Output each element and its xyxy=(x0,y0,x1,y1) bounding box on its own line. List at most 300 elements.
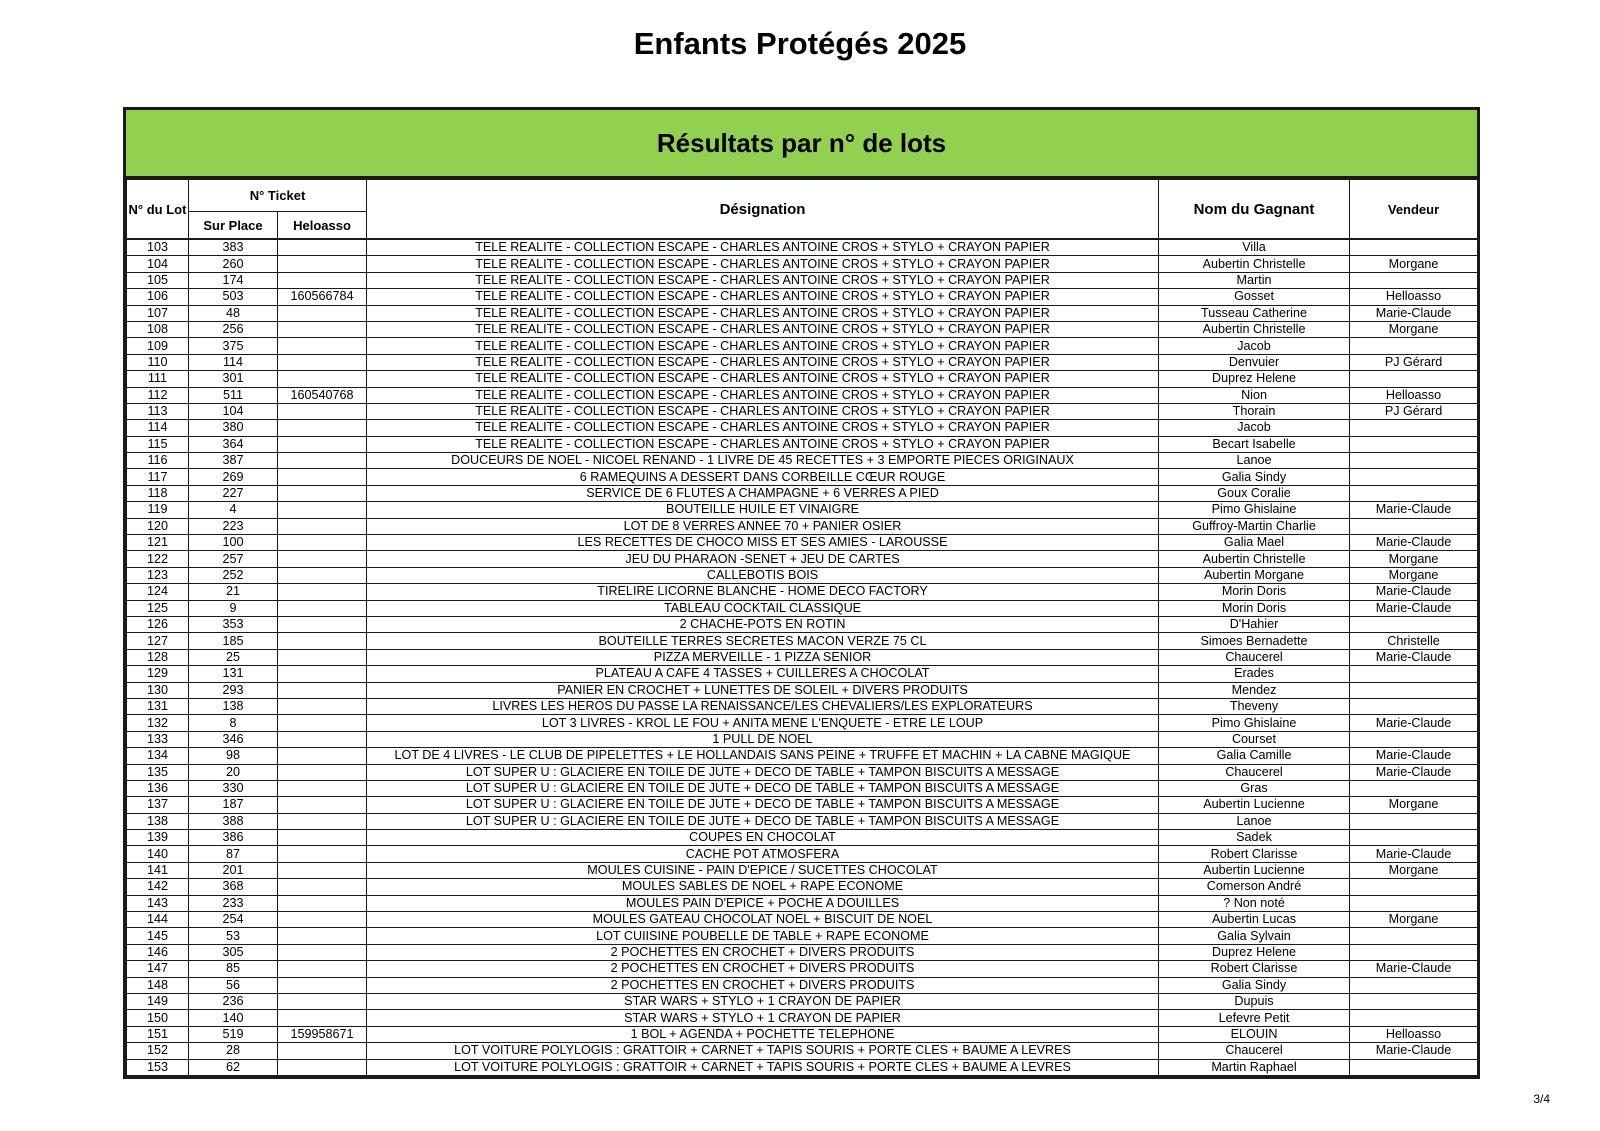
lot-number-cell: 122 xyxy=(127,551,189,567)
ticket-sur-place-cell: 254 xyxy=(189,912,278,928)
designation-cell: CACHE POT ATMOSFERA xyxy=(367,846,1159,862)
table-row xyxy=(127,256,1478,272)
designation-cell: TABLEAU COCKTAIL CLASSIQUE xyxy=(367,600,1159,616)
winner-name-cell: Thorain xyxy=(1159,403,1350,419)
ticket-sur-place-cell: 305 xyxy=(189,944,278,960)
table-row xyxy=(127,338,1478,354)
table-row xyxy=(127,698,1478,714)
table-row xyxy=(127,977,1478,993)
ticket-heloasso-cell xyxy=(278,616,367,632)
table-row xyxy=(127,403,1478,419)
lot-number-cell: 116 xyxy=(127,453,189,469)
lot-number-cell: 108 xyxy=(127,321,189,337)
ticket-sur-place-cell: 62 xyxy=(189,1059,278,1075)
seller-cell: Marie-Claude xyxy=(1350,535,1478,551)
lot-number-cell: 145 xyxy=(127,928,189,944)
seller-cell: Morgane xyxy=(1350,797,1478,813)
lot-number-cell: 112 xyxy=(127,387,189,403)
table-row xyxy=(127,961,1478,977)
seller-cell xyxy=(1350,239,1478,256)
designation-cell: 2 POCHETTES EN CROCHET + DIVERS PRODUITS xyxy=(367,961,1159,977)
winner-name-cell: Erades xyxy=(1159,666,1350,682)
winner-name-cell: Aubertin Lucas xyxy=(1159,912,1350,928)
seller-cell xyxy=(1350,682,1478,698)
designation-cell: 2 POCHETTES EN CROCHET + DIVERS PRODUITS xyxy=(367,944,1159,960)
winner-name-cell: Chaucerel xyxy=(1159,764,1350,780)
ticket-heloasso-cell xyxy=(278,1043,367,1059)
table-row xyxy=(127,616,1478,632)
designation-cell: TELE REALITE - COLLECTION ESCAPE - CHARLES ANTOINE CROS + STYLO + CRAYON PAPIER xyxy=(367,256,1159,272)
lot-number-cell: 138 xyxy=(127,813,189,829)
ticket-sur-place-cell: 330 xyxy=(189,780,278,796)
ticket-sur-place-cell: 187 xyxy=(189,797,278,813)
lot-number-cell: 133 xyxy=(127,731,189,747)
ticket-heloasso-cell xyxy=(278,436,367,452)
table-row xyxy=(127,289,1478,305)
ticket-heloasso-cell xyxy=(278,600,367,616)
table-row xyxy=(127,666,1478,682)
winner-name-cell: Chaucerel xyxy=(1159,649,1350,665)
ticket-sur-place-cell: 364 xyxy=(189,436,278,452)
ticket-sur-place-cell: 53 xyxy=(189,928,278,944)
designation-cell: JEU DU PHARAON -SENET + JEU DE CARTES xyxy=(367,551,1159,567)
seller-cell: Marie-Claude xyxy=(1350,961,1478,977)
ticket-sur-place-cell: 87 xyxy=(189,846,278,862)
lot-number-cell: 131 xyxy=(127,698,189,714)
seller-cell: Christelle xyxy=(1350,633,1478,649)
table-row xyxy=(127,1010,1478,1026)
lot-number-cell: 113 xyxy=(127,403,189,419)
seller-cell: Marie-Claude xyxy=(1350,305,1478,321)
seller-cell xyxy=(1350,1059,1478,1075)
table-row xyxy=(127,436,1478,452)
seller-cell: Marie-Claude xyxy=(1350,715,1478,731)
seller-cell: Morgane xyxy=(1350,551,1478,567)
ticket-heloasso-cell xyxy=(278,731,367,747)
header-sur-place: Sur Place xyxy=(189,212,278,240)
seller-cell xyxy=(1350,338,1478,354)
winner-name-cell: Simoes Bernadette xyxy=(1159,633,1350,649)
designation-cell: LOT SUPER U : GLACIERE EN TOILE DE JUTE + DECO DE TABLE + TAMPON BISCUITS A MESSAGE xyxy=(367,764,1159,780)
seller-cell: Marie-Claude xyxy=(1350,1043,1478,1059)
lot-number-cell: 117 xyxy=(127,469,189,485)
designation-cell: LOT VOITURE POLYLOGIS : GRATTOIR + CARNET + TAPIS SOURIS + PORTE CLES + BAUME A LEVRES xyxy=(367,1059,1159,1075)
seller-cell xyxy=(1350,895,1478,911)
designation-cell: LOT VOITURE POLYLOGIS : GRATTOIR + CARNET + TAPIS SOURIS + PORTE CLES + BAUME A LEVRES xyxy=(367,1043,1159,1059)
ticket-heloasso-cell xyxy=(278,256,367,272)
ticket-heloasso-cell xyxy=(278,666,367,682)
seller-cell xyxy=(1350,928,1478,944)
winner-name-cell: Duprez Helene xyxy=(1159,944,1350,960)
designation-cell: TELE REALITE - COLLECTION ESCAPE - CHARLES ANTOINE CROS + STYLO + CRAYON PAPIER xyxy=(367,354,1159,370)
table-row xyxy=(127,420,1478,436)
table-row xyxy=(127,485,1478,501)
designation-cell: TELE REALITE - COLLECTION ESCAPE - CHARLES ANTOINE CROS + STYLO + CRAYON PAPIER xyxy=(367,289,1159,305)
header-lot: N° du Lot xyxy=(127,180,189,240)
ticket-sur-place-cell: 388 xyxy=(189,813,278,829)
lot-number-cell: 153 xyxy=(127,1059,189,1075)
lot-number-cell: 141 xyxy=(127,862,189,878)
designation-cell: 1 PULL DE NOEL xyxy=(367,731,1159,747)
ticket-heloasso-cell xyxy=(278,715,367,731)
ticket-sur-place-cell: 236 xyxy=(189,993,278,1009)
seller-cell xyxy=(1350,518,1478,534)
winner-name-cell: Pimo Ghislaine xyxy=(1159,715,1350,731)
table-row xyxy=(127,600,1478,616)
winner-name-cell: Theveny xyxy=(1159,698,1350,714)
lot-number-cell: 152 xyxy=(127,1043,189,1059)
winner-name-cell: Goux Coralie xyxy=(1159,485,1350,501)
winner-name-cell: Tusseau Catherine xyxy=(1159,305,1350,321)
table-row xyxy=(127,797,1478,813)
designation-cell: LIVRES LES HEROS DU PASSE LA RENAISSANCE/LES CHEVALIERS/LES EXPLORATEURS xyxy=(367,698,1159,714)
winner-name-cell: Aubertin Lucienne xyxy=(1159,797,1350,813)
seller-cell: Marie-Claude xyxy=(1350,584,1478,600)
table-row xyxy=(127,633,1478,649)
seller-cell: Morgane xyxy=(1350,862,1478,878)
table-row xyxy=(127,239,1478,256)
table-row xyxy=(127,813,1478,829)
ticket-heloasso-cell xyxy=(278,764,367,780)
seller-cell xyxy=(1350,813,1478,829)
seller-cell xyxy=(1350,436,1478,452)
lot-number-cell: 143 xyxy=(127,895,189,911)
ticket-sur-place-cell: 56 xyxy=(189,977,278,993)
lot-number-cell: 144 xyxy=(127,912,189,928)
designation-cell: LOT SUPER U : GLACIERE EN TOILE DE JUTE + DECO DE TABLE + TAMPON BISCUITS A MESSAGE xyxy=(367,813,1159,829)
designation-cell: STAR WARS + STYLO + 1 CRAYON DE PAPIER xyxy=(367,993,1159,1009)
lot-number-cell: 109 xyxy=(127,338,189,354)
ticket-sur-place-cell: 380 xyxy=(189,420,278,436)
table-row xyxy=(127,567,1478,583)
table-row xyxy=(127,502,1478,518)
ticket-sur-place-cell: 375 xyxy=(189,338,278,354)
designation-cell: 1 BOL + AGENDA + POCHETTE TELEPHONE xyxy=(367,1026,1159,1042)
table-row xyxy=(127,944,1478,960)
designation-cell: TELE REALITE - COLLECTION ESCAPE - CHARLES ANTOINE CROS + STYLO + CRAYON PAPIER xyxy=(367,420,1159,436)
lot-number-cell: 105 xyxy=(127,272,189,288)
lot-number-cell: 111 xyxy=(127,371,189,387)
winner-name-cell: ? Non noté xyxy=(1159,895,1350,911)
ticket-heloasso-cell xyxy=(278,649,367,665)
winner-name-cell: Galia Camille xyxy=(1159,748,1350,764)
ticket-heloasso-cell xyxy=(278,830,367,846)
designation-cell: PLATEAU A CAFE 4 TASSES + CUILLERES A CHOCOLAT xyxy=(367,666,1159,682)
winner-name-cell: Galia Mael xyxy=(1159,535,1350,551)
winner-name-cell: Duprez Helene xyxy=(1159,371,1350,387)
ticket-sur-place-cell: 353 xyxy=(189,616,278,632)
ticket-heloasso-cell xyxy=(278,698,367,714)
table-banner: Résultats par n° de lots xyxy=(126,110,1477,179)
designation-cell: PIZZA MERVEILLE - 1 PIZZA SENIOR xyxy=(367,649,1159,665)
lot-number-cell: 139 xyxy=(127,830,189,846)
lot-number-cell: 118 xyxy=(127,485,189,501)
ticket-heloasso-cell xyxy=(278,862,367,878)
winner-name-cell: Pimo Ghislaine xyxy=(1159,502,1350,518)
designation-cell: BOUTEILLE HUILE ET VINAIGRE xyxy=(367,502,1159,518)
table-row xyxy=(127,993,1478,1009)
designation-cell: LOT SUPER U : GLACIERE EN TOILE DE JUTE + DECO DE TABLE + TAMPON BISCUITS A MESSAGE xyxy=(367,797,1159,813)
ticket-heloasso-cell xyxy=(278,928,367,944)
ticket-heloasso-cell: 160566784 xyxy=(278,289,367,305)
ticket-sur-place-cell: 21 xyxy=(189,584,278,600)
designation-cell: DOUCEURS DE NOEL - NICOEL RENAND - 1 LIVRE DE 45 RECETTES + 3 EMPORTE PIECES ORIGINAUX xyxy=(367,453,1159,469)
table-row xyxy=(127,1059,1478,1075)
ticket-sur-place-cell: 174 xyxy=(189,272,278,288)
ticket-heloasso-cell xyxy=(278,371,367,387)
lot-number-cell: 124 xyxy=(127,584,189,600)
seller-cell: Helloasso xyxy=(1350,387,1478,403)
lot-number-cell: 142 xyxy=(127,879,189,895)
ticket-sur-place-cell: 4 xyxy=(189,502,278,518)
ticket-heloasso-cell xyxy=(278,272,367,288)
seller-cell xyxy=(1350,616,1478,632)
ticket-sur-place-cell: 223 xyxy=(189,518,278,534)
seller-cell xyxy=(1350,731,1478,747)
winner-name-cell: Galia Sylvain xyxy=(1159,928,1350,944)
designation-cell: LOT 3 LIVRES - KROL LE FOU + ANITA MENE L'ENQUETE - ETRE LE LOUP xyxy=(367,715,1159,731)
winner-name-cell: D'Hahier xyxy=(1159,616,1350,632)
winner-name-cell: Galia Sindy xyxy=(1159,469,1350,485)
table-row xyxy=(127,1026,1478,1042)
lot-number-cell: 150 xyxy=(127,1010,189,1026)
designation-cell: LES RECETTES DE CHOCO MISS ET SES AMIES - LAROUSSE xyxy=(367,535,1159,551)
winner-name-cell: Becart Isabelle xyxy=(1159,436,1350,452)
lot-number-cell: 128 xyxy=(127,649,189,665)
ticket-heloasso-cell xyxy=(278,239,367,256)
table-row xyxy=(127,895,1478,911)
winner-name-cell: Aubertin Christelle xyxy=(1159,321,1350,337)
ticket-heloasso-cell xyxy=(278,469,367,485)
ticket-heloasso-cell xyxy=(278,797,367,813)
header-vendeur: Vendeur xyxy=(1350,180,1478,240)
seller-cell xyxy=(1350,371,1478,387)
designation-cell: TELE REALITE - COLLECTION ESCAPE - CHARLES ANTOINE CROS + STYLO + CRAYON PAPIER xyxy=(367,338,1159,354)
table-row xyxy=(127,879,1478,895)
lot-number-cell: 149 xyxy=(127,993,189,1009)
winner-name-cell: Aubertin Christelle xyxy=(1159,256,1350,272)
lot-number-cell: 103 xyxy=(127,239,189,256)
seller-cell xyxy=(1350,977,1478,993)
designation-cell: TELE REALITE - COLLECTION ESCAPE - CHARLES ANTOINE CROS + STYLO + CRAYON PAPIER xyxy=(367,403,1159,419)
header-designation: Désignation xyxy=(367,180,1159,240)
ticket-sur-place-cell: 301 xyxy=(189,371,278,387)
table-row xyxy=(127,764,1478,780)
lot-number-cell: 136 xyxy=(127,780,189,796)
designation-cell: SERVICE DE 6 FLUTES A CHAMPAGNE + 6 VERRES A PIED xyxy=(367,485,1159,501)
ticket-heloasso-cell xyxy=(278,502,367,518)
ticket-sur-place-cell: 386 xyxy=(189,830,278,846)
seller-cell xyxy=(1350,830,1478,846)
seller-cell xyxy=(1350,879,1478,895)
ticket-sur-place-cell: 104 xyxy=(189,403,278,419)
winner-name-cell: Nion xyxy=(1159,387,1350,403)
lot-number-cell: 107 xyxy=(127,305,189,321)
lot-number-cell: 134 xyxy=(127,748,189,764)
designation-cell: LOT DE 4 LIVRES - LE CLUB DE PIPELETTES + LE HOLLANDAIS SANS PEINE + TRUFFE ET MACHIN + LA CABNE MAGIQUE xyxy=(367,748,1159,764)
ticket-heloasso-cell xyxy=(278,584,367,600)
designation-cell: TELE REALITE - COLLECTION ESCAPE - CHARLES ANTOINE CROS + STYLO + CRAYON PAPIER xyxy=(367,321,1159,337)
winner-name-cell: Martin Raphael xyxy=(1159,1059,1350,1075)
table-row xyxy=(127,453,1478,469)
designation-cell: TELE REALITE - COLLECTION ESCAPE - CHARLES ANTOINE CROS + STYLO + CRAYON PAPIER xyxy=(367,272,1159,288)
lot-number-cell: 140 xyxy=(127,846,189,862)
table-row xyxy=(127,748,1478,764)
ticket-sur-place-cell: 260 xyxy=(189,256,278,272)
table-row xyxy=(127,584,1478,600)
seller-cell: Marie-Claude xyxy=(1350,649,1478,665)
ticket-heloasso-cell xyxy=(278,1010,367,1026)
winner-name-cell: Lefevre Petit xyxy=(1159,1010,1350,1026)
table-row xyxy=(127,649,1478,665)
ticket-sur-place-cell: 252 xyxy=(189,567,278,583)
seller-cell: Helloasso xyxy=(1350,289,1478,305)
header-heloasso: Heloasso xyxy=(278,212,367,240)
table-row xyxy=(127,321,1478,337)
ticket-sur-place-cell: 138 xyxy=(189,698,278,714)
table-row xyxy=(127,830,1478,846)
designation-cell: TELE REALITE - COLLECTION ESCAPE - CHARLES ANTOINE CROS + STYLO + CRAYON PAPIER xyxy=(367,239,1159,256)
ticket-sur-place-cell: 100 xyxy=(189,535,278,551)
ticket-sur-place-cell: 201 xyxy=(189,862,278,878)
designation-cell: TIRELIRE LICORNE BLANCHE - HOME DECO FACTORY xyxy=(367,584,1159,600)
seller-cell xyxy=(1350,469,1478,485)
winner-name-cell: Morin Doris xyxy=(1159,600,1350,616)
designation-cell: TELE REALITE - COLLECTION ESCAPE - CHARLES ANTOINE CROS + STYLO + CRAYON PAPIER xyxy=(367,387,1159,403)
ticket-heloasso-cell xyxy=(278,912,367,928)
lot-number-cell: 135 xyxy=(127,764,189,780)
ticket-sur-place-cell: 9 xyxy=(189,600,278,616)
table-row xyxy=(127,551,1478,567)
winner-name-cell: Denvuier xyxy=(1159,354,1350,370)
lot-number-cell: 151 xyxy=(127,1026,189,1042)
winner-name-cell: Chaucerel xyxy=(1159,1043,1350,1059)
lot-number-cell: 129 xyxy=(127,666,189,682)
seller-cell xyxy=(1350,1010,1478,1026)
seller-cell xyxy=(1350,485,1478,501)
table-row xyxy=(127,387,1478,403)
seller-cell xyxy=(1350,780,1478,796)
table-row xyxy=(127,305,1478,321)
table-row xyxy=(127,682,1478,698)
ticket-heloasso-cell xyxy=(278,535,367,551)
lot-number-cell: 104 xyxy=(127,256,189,272)
ticket-heloasso-cell xyxy=(278,944,367,960)
table-row xyxy=(127,846,1478,862)
header-gagnant: Nom du Gagnant xyxy=(1159,180,1350,240)
ticket-heloasso-cell xyxy=(278,846,367,862)
ticket-heloasso-cell xyxy=(278,682,367,698)
table-row xyxy=(127,518,1478,534)
winner-name-cell: Aubertin Lucienne xyxy=(1159,862,1350,878)
seller-cell: PJ Gérard xyxy=(1350,354,1478,370)
ticket-sur-place-cell: 233 xyxy=(189,895,278,911)
ticket-sur-place-cell: 257 xyxy=(189,551,278,567)
designation-cell: TELE REALITE - COLLECTION ESCAPE - CHARLES ANTOINE CROS + STYLO + CRAYON PAPIER xyxy=(367,371,1159,387)
seller-cell: Morgane xyxy=(1350,567,1478,583)
winner-name-cell: Sadek xyxy=(1159,830,1350,846)
winner-name-cell: Dupuis xyxy=(1159,993,1350,1009)
lot-number-cell: 119 xyxy=(127,502,189,518)
ticket-heloasso-cell xyxy=(278,780,367,796)
designation-cell: MOULES CUISINE - PAIN D'EPICE / SUCETTES CHOCOLAT xyxy=(367,862,1159,878)
designation-cell: MOULES GATEAU CHOCOLAT NOEL + BISCUIT DE NOEL xyxy=(367,912,1159,928)
seller-cell: Marie-Claude xyxy=(1350,502,1478,518)
designation-cell: COUPES EN CHOCOLAT xyxy=(367,830,1159,846)
ticket-heloasso-cell xyxy=(278,518,367,534)
ticket-sur-place-cell: 185 xyxy=(189,633,278,649)
winner-name-cell: Aubertin Morgane xyxy=(1159,567,1350,583)
table-row xyxy=(127,354,1478,370)
ticket-sur-place-cell: 387 xyxy=(189,453,278,469)
ticket-heloasso-cell xyxy=(278,403,367,419)
winner-name-cell: Guffroy-Martin Charlie xyxy=(1159,518,1350,534)
designation-cell: 6 RAMEQUINS A DESSERT DANS CORBEILLE CŒUR ROUGE xyxy=(367,469,1159,485)
winner-name-cell: Aubertin Christelle xyxy=(1159,551,1350,567)
seller-cell: Marie-Claude xyxy=(1350,764,1478,780)
lot-number-cell: 114 xyxy=(127,420,189,436)
lot-number-cell: 132 xyxy=(127,715,189,731)
winner-name-cell: Courset xyxy=(1159,731,1350,747)
ticket-heloasso-cell xyxy=(278,354,367,370)
ticket-heloasso-cell xyxy=(278,551,367,567)
winner-name-cell: Jacob xyxy=(1159,338,1350,354)
winner-name-cell: Jacob xyxy=(1159,420,1350,436)
lot-number-cell: 106 xyxy=(127,289,189,305)
winner-name-cell: Martin xyxy=(1159,272,1350,288)
seller-cell xyxy=(1350,420,1478,436)
ticket-heloasso-cell xyxy=(278,338,367,354)
winner-name-cell: Robert Clarisse xyxy=(1159,961,1350,977)
table-row xyxy=(127,862,1478,878)
ticket-sur-place-cell: 131 xyxy=(189,666,278,682)
ticket-heloasso-cell xyxy=(278,993,367,1009)
designation-cell: BOUTEILLE TERRES SECRETES MACON VERZE 75 CL xyxy=(367,633,1159,649)
table-row xyxy=(127,715,1478,731)
ticket-heloasso-cell xyxy=(278,567,367,583)
table-row xyxy=(127,1043,1478,1059)
lot-number-cell: 148 xyxy=(127,977,189,993)
lot-number-cell: 147 xyxy=(127,961,189,977)
table-row xyxy=(127,912,1478,928)
seller-cell xyxy=(1350,698,1478,714)
designation-cell: TELE REALITE - COLLECTION ESCAPE - CHARLES ANTOINE CROS + STYLO + CRAYON PAPIER xyxy=(367,305,1159,321)
page-title: Enfants Protégés 2025 xyxy=(633,26,967,61)
ticket-sur-place-cell: 114 xyxy=(189,354,278,370)
seller-cell xyxy=(1350,453,1478,469)
winner-name-cell: Galia Sindy xyxy=(1159,977,1350,993)
seller-cell: Marie-Claude xyxy=(1350,748,1478,764)
table-row xyxy=(127,469,1478,485)
lot-number-cell: 121 xyxy=(127,535,189,551)
ticket-heloasso-cell xyxy=(278,485,367,501)
winner-name-cell: Lanoe xyxy=(1159,453,1350,469)
ticket-heloasso-cell xyxy=(278,748,367,764)
seller-cell xyxy=(1350,272,1478,288)
table-row xyxy=(127,371,1478,387)
ticket-heloasso-cell xyxy=(278,813,367,829)
ticket-sur-place-cell: 28 xyxy=(189,1043,278,1059)
ticket-sur-place-cell: 368 xyxy=(189,879,278,895)
ticket-sur-place-cell: 503 xyxy=(189,289,278,305)
results-table-frame xyxy=(123,107,1480,1079)
ticket-heloasso-cell xyxy=(278,321,367,337)
seller-cell xyxy=(1350,993,1478,1009)
ticket-sur-place-cell: 346 xyxy=(189,731,278,747)
ticket-sur-place-cell: 140 xyxy=(189,1010,278,1026)
winner-name-cell: Comerson André xyxy=(1159,879,1350,895)
lot-number-cell: 127 xyxy=(127,633,189,649)
